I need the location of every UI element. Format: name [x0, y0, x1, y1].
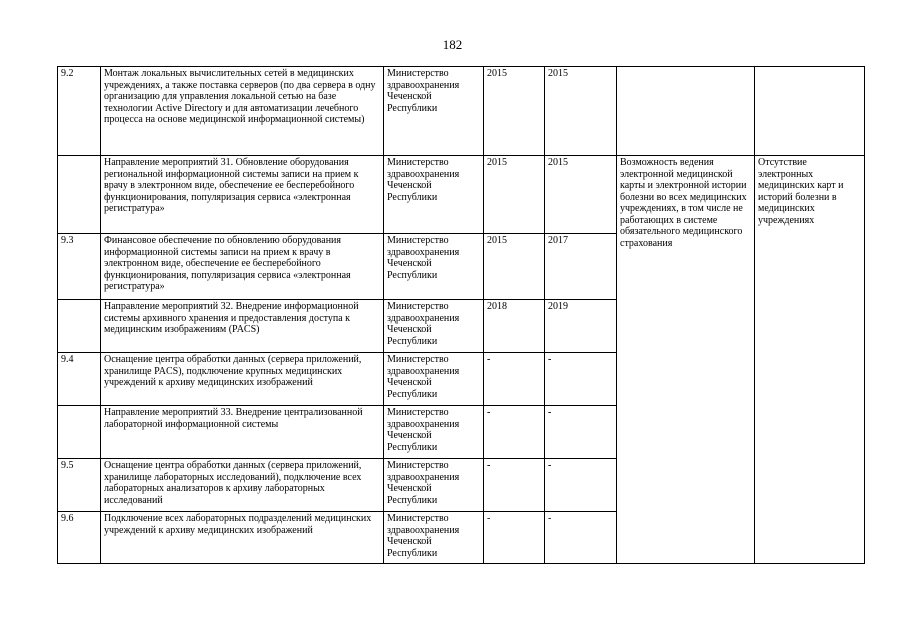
row-number — [58, 406, 101, 459]
row-number: 9.6 — [58, 512, 101, 564]
page-number: 182 — [442, 37, 463, 52]
row-number: 9.2 — [58, 67, 101, 156]
end-year: 2015 — [545, 156, 617, 234]
expected-result: Возможность ведения электронной медицинской карты и электронной истории болезни во всех медицинских учреждениях, в том числе не работающих в системе обязательного медицинского страхования — [617, 156, 755, 564]
end-year: 2017 — [545, 234, 617, 300]
activity-description: Оснащение центра обработки данных (сервера приложений, хранилище PACS), подключение крупных медицинских учреждений к архиву медицинских изображений — [101, 353, 384, 406]
end-year: - — [545, 353, 617, 406]
expected-result-empty — [617, 67, 755, 156]
start-year: 2015 — [484, 234, 545, 300]
start-year: 2015 — [484, 156, 545, 234]
row-number — [58, 156, 101, 234]
start-year: 2015 — [484, 67, 545, 156]
start-year: 2018 — [484, 300, 545, 353]
responsible-executor: Министерство здравоохранения Чеченской Республики — [384, 459, 484, 512]
activities-table — [57, 66, 865, 564]
row-number — [58, 300, 101, 353]
row-number: 9.3 — [58, 234, 101, 300]
end-year: 2015 — [545, 67, 617, 156]
start-year: - — [484, 406, 545, 459]
row-number: 9.5 — [58, 459, 101, 512]
problem-empty — [755, 67, 865, 156]
responsible-executor: Министерство здравоохранения Чеченской Республики — [384, 156, 484, 234]
responsible-executor: Министерство здравоохранения Чеченской Республики — [384, 234, 484, 300]
problem-description: Отсутствие электронных медицинских карт и историй болезни в медицинских учреждениях — [755, 156, 865, 564]
activity-description: Подключение всех лабораторных подразделений медицинских учреждений к архиву медицинских изображений — [101, 512, 384, 564]
responsible-executor: Министерство здравоохранения Чеченской Республики — [384, 353, 484, 406]
responsible-executor: Министерство здравоохранения Чеченской Республики — [384, 512, 484, 564]
start-year: - — [484, 353, 545, 406]
row-number: 9.4 — [58, 353, 101, 406]
activity-description: Монтаж локальных вычислительных сетей в медицинских учреждениях, а также поставка серверов (по два сервера в одну организацию для управления локальной сетью на базе технологии Active Directory и для автоматизации лечебного процесса на основе медицинской информационной системы) — [101, 67, 384, 156]
end-year: - — [545, 512, 617, 564]
start-year: - — [484, 459, 545, 512]
end-year: - — [545, 459, 617, 512]
activity-description: Оснащение центра обработки данных (сервера приложений, хранилище лабораторных исследований), подключение всех лабораторных анализаторов к архиву лабораторных исследований — [101, 459, 384, 512]
activity-description: Направление мероприятий 31. Обновление оборудования региональной информационной системы записи на прием к врачу в электронном виде, обеспечение ее бесперебойного функционирования, популяризация сервиса «электронная регистратура» — [101, 156, 384, 234]
responsible-executor: Министерство здравоохранения Чеченской Республики — [384, 67, 484, 156]
table-row — [58, 67, 865, 156]
table-row — [58, 156, 865, 234]
end-year: 2019 — [545, 300, 617, 353]
responsible-executor: Министерство здравоохранения Чеченской Республики — [384, 406, 484, 459]
start-year: - — [484, 512, 545, 564]
activity-description: Направление мероприятий 32. Внедрение информационной системы архивного хранения и предоставления доступа к медицинским изображениям (PACS) — [101, 300, 384, 353]
activity-description: Направление мероприятий 33. Внедрение централизованной лабораторной информационной системы — [101, 406, 384, 459]
end-year: - — [545, 406, 617, 459]
activity-description: Финансовое обеспечение по обновлению оборудования информационной системы записи на прием к врачу в электронном виде, обеспечение ее бесперебойного функционирования, популяризация сервиса «электронная регистратура» — [101, 234, 384, 300]
responsible-executor: Министерство здравоохранения Чеченской Республики — [384, 300, 484, 353]
